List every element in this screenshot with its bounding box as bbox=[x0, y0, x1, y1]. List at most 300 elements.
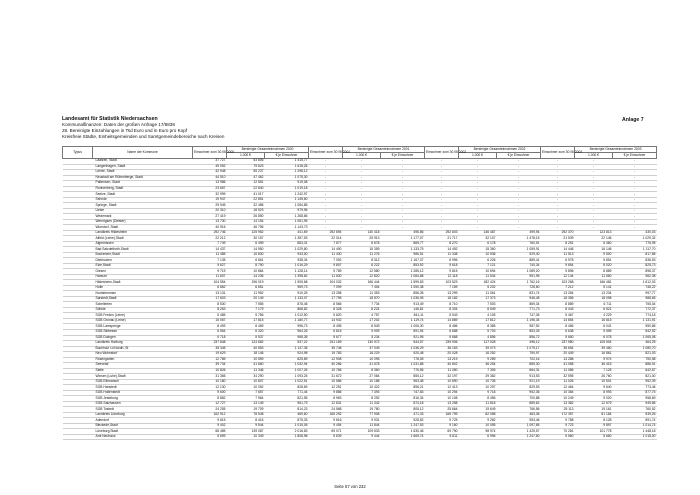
cell-value: 24 255 bbox=[193, 407, 227, 413]
cell-value: 5 650 bbox=[575, 434, 613, 440]
cell-value: - bbox=[613, 175, 657, 181]
cell-value: 5 756 bbox=[227, 313, 265, 319]
header-tsd-2001: 1.000 € bbox=[343, 153, 381, 159]
cell-value: - bbox=[575, 219, 613, 225]
cell-value: - bbox=[425, 214, 459, 220]
cell-name: Springe, Stadt bbox=[93, 203, 193, 209]
cell-value: 19 709 bbox=[227, 407, 265, 413]
cell-value: 165 292 bbox=[309, 412, 343, 418]
cell-value: - bbox=[425, 197, 459, 203]
cell-value: - bbox=[343, 208, 381, 214]
cell-value: - bbox=[459, 203, 497, 209]
cell-value: 1 084,68 bbox=[381, 274, 425, 280]
header-kopf-2003: € je Einwohner bbox=[613, 153, 657, 159]
cell-value: - bbox=[381, 181, 425, 187]
cell-name: Landkreis Hildesheim bbox=[93, 230, 193, 236]
cell-value: 7 159 bbox=[425, 285, 459, 291]
cell-value: 8 251 bbox=[541, 241, 575, 247]
cell-value: 4 229 bbox=[575, 313, 613, 319]
cell-value: 49 052 bbox=[193, 164, 227, 170]
cell-value: 79 623 bbox=[227, 164, 265, 170]
cell-value: 5 851 bbox=[575, 258, 613, 264]
cell-value: 12 118 bbox=[425, 274, 459, 280]
cell-name: Neustadt am Rübenberge, Stadt bbox=[93, 175, 193, 181]
cell-value: 12 413 bbox=[425, 385, 459, 391]
cell-value: 958,69 bbox=[613, 396, 657, 402]
cell-name: Langenhagen, Stadt bbox=[93, 164, 193, 170]
cell-value: - bbox=[575, 192, 613, 198]
cell-value: 19 783 bbox=[309, 352, 343, 358]
cell-value: 11 430 bbox=[309, 252, 343, 258]
cell-value: - bbox=[343, 203, 381, 209]
cell-name: Seelze, Stadt bbox=[93, 192, 193, 198]
cell-value: 1 029,32 bbox=[613, 236, 657, 242]
cell-value: 101 778 bbox=[575, 429, 613, 435]
cell-value: 5 595 bbox=[575, 329, 613, 335]
cell-value: 13 264 bbox=[541, 291, 575, 297]
cell-value: 766,56 bbox=[497, 407, 541, 413]
cell-value: 32 197 bbox=[425, 374, 459, 380]
cell-value: 986,51 bbox=[381, 252, 425, 258]
cell-name: Harsum bbox=[93, 274, 193, 280]
cell-name: Buchholz i.d.Nordh.,St bbox=[93, 346, 193, 352]
cell-value: 10 052 bbox=[227, 385, 265, 391]
cell-value: 928,82 bbox=[381, 418, 425, 424]
cell-value: 12 144 bbox=[541, 274, 575, 280]
cell-value: 10 826 bbox=[193, 368, 227, 374]
cell-value: 8 889 bbox=[575, 269, 613, 275]
cell-value: 165 799 bbox=[425, 412, 459, 418]
cell-value: 9 618 bbox=[425, 263, 459, 269]
header-tsd-2002: 1.000 € bbox=[459, 153, 497, 159]
cell-value: 821,55 bbox=[265, 396, 309, 402]
cell-value: 919,08 bbox=[265, 181, 309, 187]
cell-value: 239 906 bbox=[425, 341, 459, 347]
cell-value: - bbox=[381, 164, 425, 170]
cell-value: 13 730 bbox=[193, 219, 227, 225]
cell-name: Landkreis Harburg bbox=[93, 341, 193, 347]
cell-value: 19 780 bbox=[343, 407, 381, 413]
cell-value: 12 908 bbox=[309, 357, 343, 363]
cell-value: 6 499 bbox=[227, 241, 265, 247]
cell-value: 14 446 bbox=[541, 247, 575, 253]
cell-value: 898,37 bbox=[613, 269, 657, 275]
cell-name: Neu Wulmstorf bbox=[93, 352, 193, 358]
cell-value: 17 373 bbox=[459, 296, 497, 302]
cell-value: - bbox=[541, 164, 575, 170]
header-kopf-2000: € je Einwohner bbox=[265, 153, 309, 159]
cell-value: 790,97 bbox=[497, 352, 541, 358]
cell-value: 853,25 bbox=[497, 329, 541, 335]
cell-value: - bbox=[425, 170, 459, 176]
cell-value: 7 179 bbox=[227, 307, 265, 313]
cell-value: 8 459 bbox=[227, 324, 265, 330]
cell-value: 7 555 bbox=[227, 302, 265, 308]
cell-value: 4 856 bbox=[459, 335, 497, 341]
cell-value: - bbox=[497, 203, 541, 209]
cell-name: Rosengarten bbox=[93, 357, 193, 363]
cell-value: 10 586 bbox=[309, 379, 343, 385]
cell-name: Seevetal bbox=[93, 363, 193, 369]
cell-value: 776,95 bbox=[613, 241, 657, 247]
cell-value: - bbox=[497, 186, 541, 192]
cell-value: 10 830 bbox=[227, 252, 265, 258]
cell-value: - bbox=[309, 225, 343, 231]
cell-value: 10 188 bbox=[343, 379, 381, 385]
cell-value: 21 717 bbox=[425, 236, 459, 242]
cell-value: 1 398,82 bbox=[265, 274, 309, 280]
cell-value: - bbox=[575, 181, 613, 187]
cell-value: 9 654 bbox=[541, 263, 575, 269]
cell-value: 13 219 bbox=[425, 357, 459, 363]
cell-value: 6 638 bbox=[541, 329, 575, 335]
cell-value: 771,44 bbox=[265, 390, 309, 396]
cell-name: Pattensen, Stadt bbox=[93, 181, 193, 187]
cell-value: 26 760 bbox=[575, 374, 613, 380]
cell-value: 664,31 bbox=[497, 368, 541, 374]
cell-value: - bbox=[343, 164, 381, 170]
cell-value: 10 249 bbox=[541, 396, 575, 402]
cell-value: 910,25 bbox=[265, 291, 309, 297]
cell-value: 31 365 bbox=[193, 374, 227, 380]
document-header bbox=[62, 116, 224, 140]
cell-value: 7 749 bbox=[193, 241, 227, 247]
cell-name: Winsen (Luhe),Stadt bbox=[93, 374, 193, 380]
cell-name: SGB Tostedt bbox=[93, 407, 193, 413]
cell-value: 18 356 bbox=[541, 296, 575, 302]
cell-value: 20 028 bbox=[425, 352, 459, 358]
header-typus: Typus bbox=[63, 147, 93, 159]
cell-value: 875,33 bbox=[265, 418, 309, 424]
cell-value: 6 521 bbox=[575, 307, 613, 313]
cell-value: 7 964 bbox=[227, 396, 265, 402]
cell-value: 750,58 bbox=[613, 357, 657, 363]
cell-value: 11 513 bbox=[541, 252, 575, 258]
cell-value: 5 909 bbox=[343, 329, 381, 335]
header-group-2002: Bereinigte Gesamteinnahmen 2002 bbox=[459, 147, 541, 153]
cell-value: 1 145,60 bbox=[265, 197, 309, 203]
cell-value: 441,69 bbox=[265, 230, 309, 236]
cell-value: 9 640 bbox=[575, 385, 613, 391]
cell-value: - bbox=[459, 170, 497, 176]
cell-value: 9 627 bbox=[193, 263, 227, 269]
cell-value: 10 422 bbox=[343, 385, 381, 391]
cell-value: 13 382 bbox=[541, 401, 575, 407]
cell-value: 8 224 bbox=[343, 307, 381, 313]
cell-value: 5 537 bbox=[227, 335, 265, 341]
cell-name: Landkreis Lüneburg bbox=[93, 412, 193, 418]
cell-value: 18 146 bbox=[227, 352, 265, 358]
cell-value: 1 097,65 bbox=[497, 423, 541, 429]
cell-value: 98 974 bbox=[459, 429, 497, 435]
cell-value: - bbox=[381, 225, 425, 231]
header-tsd-2003: 1.000 € bbox=[575, 153, 613, 159]
cell-value: - bbox=[497, 164, 541, 170]
cell-value: 11 818 bbox=[459, 401, 497, 407]
cell-value: 37 049 bbox=[343, 346, 381, 352]
cell-value: - bbox=[309, 181, 343, 187]
cell-value: 11 353 bbox=[343, 291, 381, 297]
cell-value: - bbox=[459, 186, 497, 192]
cell-value: 34 290 bbox=[227, 374, 265, 380]
cell-value: 166 444 bbox=[343, 280, 381, 286]
cell-value: - bbox=[425, 225, 459, 231]
cell-value: 496,86 bbox=[381, 230, 425, 236]
cell-value: 891,74 bbox=[613, 418, 657, 424]
cell-value: - bbox=[381, 186, 425, 192]
cell-value: 921,95 bbox=[381, 335, 425, 341]
cell-value: 14 154 bbox=[227, 219, 265, 225]
cell-value: 10 095 bbox=[343, 357, 381, 363]
cell-value: 196 019 bbox=[227, 280, 265, 286]
cell-value: 12 679 bbox=[575, 401, 613, 407]
cell-value: 8 312 bbox=[343, 258, 381, 264]
cell-value: 9 719 bbox=[193, 269, 227, 275]
cell-value: 13 258 bbox=[425, 401, 459, 407]
cell-value: 10 297 bbox=[459, 385, 497, 391]
cell-value: 105 504 bbox=[575, 341, 613, 347]
cell-value: 292 603 bbox=[425, 230, 459, 236]
cell-value: - bbox=[497, 219, 541, 225]
cell-name: Nordstemmen bbox=[93, 291, 193, 297]
table-body bbox=[63, 159, 657, 440]
cell-value: 10 536 bbox=[459, 252, 497, 258]
cell-value: 5 620 bbox=[309, 313, 343, 319]
cell-value: 6 554 bbox=[193, 329, 227, 335]
cell-value: 9 974 bbox=[575, 357, 613, 363]
cell-value: 4 757 bbox=[343, 313, 381, 319]
cell-value: 146,81 bbox=[381, 307, 425, 313]
cell-value: 10 180 bbox=[193, 379, 227, 385]
cell-value: 7 503 bbox=[459, 302, 497, 308]
cell-value: 15 360 bbox=[459, 247, 497, 253]
cell-name: SGB Elbmarsch bbox=[93, 379, 193, 385]
cell-value: 35 345 bbox=[193, 346, 227, 352]
cell-value: - bbox=[309, 219, 343, 225]
cell-value: 40 266 bbox=[309, 363, 343, 369]
cell-value: 889,41 bbox=[497, 258, 541, 264]
cell-value: 6 226 bbox=[459, 258, 497, 264]
cell-value: 11 276 bbox=[343, 252, 381, 258]
cell-value: - bbox=[343, 159, 381, 165]
cell-value: 8 360 bbox=[343, 368, 381, 374]
cell-value: 6 651 bbox=[227, 285, 265, 291]
cell-value: 1 080,70 bbox=[613, 346, 657, 352]
cell-value: 464,25 bbox=[613, 341, 657, 347]
cell-value: 1 022,51 bbox=[265, 379, 309, 385]
cell-value: - bbox=[381, 214, 425, 220]
cell-value: 12 580 bbox=[343, 269, 381, 275]
cell-value: 9 807 bbox=[309, 263, 343, 269]
cell-value: 22 146 bbox=[575, 236, 613, 242]
cell-value: 32 595 bbox=[541, 374, 575, 380]
cell-value: 25 113 bbox=[541, 407, 575, 413]
cell-value: 8 963 bbox=[309, 396, 343, 402]
cell-value: 17 795 bbox=[309, 296, 343, 302]
cell-value: 22 212 bbox=[193, 236, 227, 242]
cell-value: 8 328 bbox=[309, 307, 343, 313]
cell-value: - bbox=[425, 192, 459, 198]
cell-value: - bbox=[381, 203, 425, 209]
cell-value: 109 533 bbox=[343, 429, 381, 435]
cell-value: 8 889 bbox=[541, 302, 575, 308]
cell-value: - bbox=[459, 192, 497, 198]
cell-value: 69 790 bbox=[425, 429, 459, 435]
cell-value: 39 073 bbox=[459, 346, 497, 352]
cell-value: 7 135 bbox=[193, 258, 227, 264]
cell-value: 11 630 bbox=[309, 274, 343, 280]
cell-value: - bbox=[459, 197, 497, 203]
cell-value: 938,34 bbox=[265, 258, 309, 264]
cell-value: - bbox=[497, 197, 541, 203]
cell-value: 41 660 bbox=[227, 363, 265, 369]
cell-value: 987,52 bbox=[497, 324, 541, 330]
cell-value: 5 467 bbox=[541, 313, 575, 319]
cell-value: 9 402 bbox=[193, 423, 227, 429]
cell-value: 11 061 bbox=[459, 291, 497, 297]
publisher-name: Landesamt für Statistik Niedersachsen bbox=[62, 116, 158, 122]
cell-value: 856,72 bbox=[497, 335, 541, 341]
cell-value: - bbox=[497, 159, 541, 165]
cell-value: 77 908 bbox=[343, 412, 381, 418]
cell-value: - bbox=[613, 214, 657, 220]
cell-value: 6 996 bbox=[459, 434, 497, 440]
cell-value: 821,03 bbox=[613, 352, 657, 358]
cell-value: - bbox=[343, 170, 381, 176]
cell-value: 878,46 bbox=[265, 302, 309, 308]
attachment-label: Anlage 7 bbox=[622, 117, 644, 123]
cell-value: 5 668 bbox=[425, 335, 459, 341]
cell-value: 9 160 bbox=[425, 423, 459, 429]
cell-value: 18 229 bbox=[343, 352, 381, 358]
cell-value: 7 121 bbox=[459, 263, 497, 269]
cell-value: 146 487 bbox=[459, 230, 497, 236]
cell-value: 13 288 bbox=[541, 357, 575, 363]
cell-value: 10 294 bbox=[425, 390, 459, 396]
cell-value: 13 149 bbox=[227, 401, 265, 407]
cell-value: 26 850 bbox=[227, 214, 265, 220]
cell-value: 1 093,25 bbox=[265, 374, 309, 380]
cell-value: 831,74 bbox=[497, 291, 541, 297]
cell-value: 8 549 bbox=[459, 307, 497, 313]
cell-value: - bbox=[425, 159, 459, 165]
cell-value: 15 359 bbox=[343, 247, 381, 253]
cell-value: 117 028 bbox=[459, 341, 497, 347]
cell-value: 10 108 bbox=[425, 396, 459, 402]
cell-value: - bbox=[613, 203, 657, 209]
cell-value: 1 029,80 bbox=[265, 247, 309, 253]
cell-value: - bbox=[309, 192, 343, 198]
cell-value: 1 177,07 bbox=[381, 236, 425, 242]
cell-value: 9 896 bbox=[541, 269, 575, 275]
cell-value: 25 913 bbox=[343, 236, 381, 242]
cell-value: 746,22 bbox=[613, 285, 657, 291]
cell-typus bbox=[63, 434, 93, 440]
cell-value: - bbox=[343, 175, 381, 181]
cell-value: 27 419 bbox=[193, 214, 227, 220]
cell-value: - bbox=[541, 170, 575, 176]
cell-value: 889,30 bbox=[497, 363, 541, 369]
cell-value: 950,86 bbox=[613, 324, 657, 330]
cell-value: 5 560 bbox=[541, 434, 575, 440]
cell-value: 953,46 bbox=[497, 418, 541, 424]
cell-value: - bbox=[575, 186, 613, 192]
cell-value: 13 299 bbox=[425, 291, 459, 297]
cell-value: 7 125 bbox=[575, 368, 613, 374]
cell-value: 25 664 bbox=[425, 407, 459, 413]
cell-value: 968,35 bbox=[265, 335, 309, 341]
cell-value: - bbox=[497, 175, 541, 181]
cell-value: 9 289 bbox=[459, 357, 497, 363]
cell-name: Amt Neuhaus bbox=[93, 434, 193, 440]
cell-value: 946,45 bbox=[497, 296, 541, 302]
cell-value: 22 851 bbox=[227, 197, 265, 203]
cell-name: SGB Sibbesse bbox=[93, 329, 193, 335]
cell-value: 816,34 bbox=[381, 396, 425, 402]
cell-name: Bockenem,Stadt bbox=[93, 252, 193, 258]
cell-value: 963,48 bbox=[381, 379, 425, 385]
cell-name: SGB Duingen bbox=[93, 335, 193, 341]
cell-value: 12 251 bbox=[309, 385, 343, 391]
cell-value: 39 460 bbox=[575, 346, 613, 352]
report-title: 28. Bereinigte Einzahlungen in Tsd Euro und in Euro pro Kopf bbox=[62, 128, 188, 133]
cell-value: 772,37 bbox=[613, 307, 657, 313]
cell-value: 499,94 bbox=[497, 230, 541, 236]
cell-value: - bbox=[381, 192, 425, 198]
cell-value: 12 831 bbox=[309, 401, 343, 407]
cell-value: 913,49 bbox=[381, 302, 425, 308]
cell-value: 1 015,05 bbox=[265, 423, 309, 429]
cell-value: 1 247,50 bbox=[497, 434, 541, 440]
cell-value: 9 020 bbox=[575, 396, 613, 402]
cell-value: - bbox=[497, 181, 541, 187]
cell-value: 13 131 bbox=[193, 291, 227, 297]
cell-value: - bbox=[309, 164, 343, 170]
cell-value: 1 133,75 bbox=[381, 247, 425, 253]
cell-value: 6 078 bbox=[575, 335, 613, 341]
cell-value: - bbox=[613, 225, 657, 231]
cell-value: - bbox=[541, 197, 575, 203]
cell-value: 7 677 bbox=[309, 241, 343, 247]
cell-value: 747,83 bbox=[381, 390, 425, 396]
cell-value: 8 304 bbox=[425, 307, 459, 313]
cell-value: 8 710 bbox=[425, 302, 459, 308]
cell-value: 9 931 bbox=[343, 418, 381, 424]
cell-value: 8 456 bbox=[541, 324, 575, 330]
cell-value: 856,35 bbox=[381, 291, 425, 297]
cell-value: - bbox=[459, 214, 497, 220]
cell-value: 5 703 bbox=[459, 329, 497, 335]
cell-value: - bbox=[309, 214, 343, 220]
table-row bbox=[63, 434, 657, 440]
cell-value: 1 036,29 bbox=[381, 346, 425, 352]
cell-value: 9 616 bbox=[309, 418, 343, 424]
cell-value: 18 182 bbox=[425, 296, 459, 302]
cell-value: - bbox=[541, 186, 575, 192]
cell-value: 964,26 bbox=[265, 329, 309, 335]
cell-value: - bbox=[459, 181, 497, 187]
cell-value: 36 415 bbox=[575, 363, 613, 369]
header-group-2003: Bereinigte Gesamteinnahmen 2003 bbox=[575, 147, 657, 153]
cell-value: 8 882 bbox=[193, 396, 227, 402]
cell-value: - bbox=[575, 197, 613, 203]
header-name: Name der Kommune bbox=[93, 147, 193, 159]
cell-value: 9 815 bbox=[425, 269, 459, 275]
cell-name: Lehrte, Stadt bbox=[93, 170, 193, 176]
cell-value: 15 067 bbox=[193, 318, 227, 324]
cell-value: - bbox=[575, 159, 613, 165]
header-kopf-2002: € je Einwohner bbox=[497, 153, 541, 159]
